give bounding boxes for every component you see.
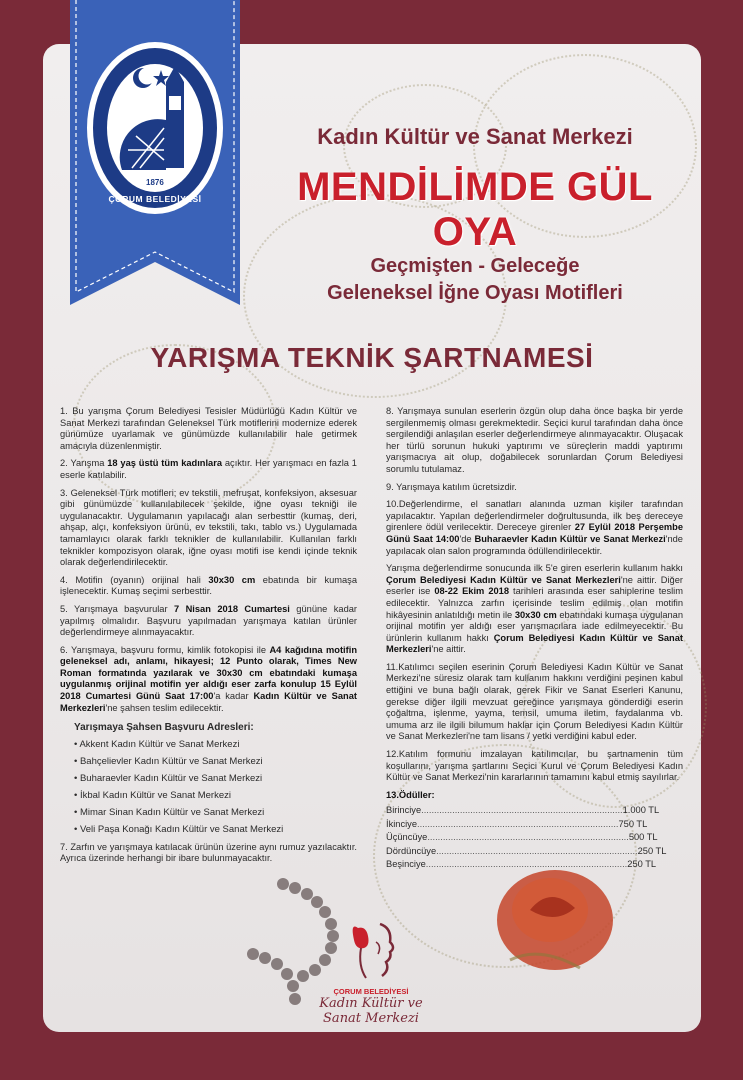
address-item: • Veli Paşa Konağı Kadın Kültür ve Sanat Merkezi (74, 823, 284, 835)
rule-13: 13.Ödüller: (386, 789, 435, 800)
rule-9: 9. Yarışmaya katılım ücretsizdir. (386, 481, 517, 492)
prize-row: Dördüncüye .............................................................................. 250 TL (386, 845, 667, 856)
rule-1: 1. Bu yarışma Çorum Belediyesi Tesisler Müdürlüğü Kadın Kültür ve Sanat Merkezi tarafından Geleneksel Türk motiflerini modernize ederek günümüze uyarlamak ve günümüzde kullanılabilir hale getirmek amacıyla düzenlenmiştir. (60, 406, 357, 451)
rule-10-continued: Yarışma değerlendirme sonucunda ilk 5'e giren eserlerin kullanım hakkı Çorum Belediyesi Kadın Kültür ve Sanat Merkezleri'ne aittir. Diğer eserler ise 08-22 Ekim 2018 tarihleri arasında eser sahiplerine teslim edilecektir. Yalnızca zarfın içerisinde teslim edilmiş olan motifin hikâyesinin anlatıldığı metin ile 30x30 cm ebatındaki kumaşa uygulanan orijinal motifin yer aldığı eser yarışmacılara iade edilmeyecektir. Bu ürünlerin kullanım hakkı Çorum Belediyesi Kadın Kültür ve Sanat Merkezleri'ne aittir. (386, 563, 684, 655)
spec-title: YARIŞMA TEKNİK ŞARTNAMESİ (150, 342, 594, 373)
rule-2: 2. Yarışma 18 yaş üstü tüm kadınlara açıktır. Her yarışmacı en fazla 1 eserle katılabilir. (60, 458, 357, 480)
rules-right-column (386, 406, 683, 871)
rule-8: 8. Yarışmaya sunulan eserlerin özgün olup daha önce başka bir yerde sergilenmemiş olması gerekmektedir. Seçici kurul tarafından daha önce sergilendiği anlaşılan eserler değerlendirmeye alınmayacaktır. Oluşacak her türlü sorunun hukuki yaptırımı ve süreçlerin maddi yaptırımı yarışmacıya ait olup, doğabilecek sorunlardan Çorum Belediyesi sorumlu tutulamaz. (386, 406, 683, 474)
rule-5: 5. Yarışmaya başvurular 7 Nisan 2018 Cumartesi gününe kadar yapılmış olmalıdır. Başvuru yapılmadan yarışmaya katılan ürünler değerlendirmeye alınmayacaktır. (60, 603, 358, 638)
address-item: • Buharaevler Kadın Kültür ve Sanat Merkezi (74, 772, 263, 784)
footer-name-line2: Sanat Merkezi (323, 1011, 419, 1026)
tulip-profile-icon (336, 918, 406, 980)
address-item: • İkbal Kadın Kültür ve Sanat Merkezi (74, 789, 231, 801)
center-name: Kadın Kültür ve Sanat Merkezi (317, 124, 633, 149)
prize-row: Beşinciye .............................................................................. 250 TL (386, 859, 657, 870)
prize-row: İkinciye .............................................................................. 750 TL (386, 818, 648, 829)
logo-year: 1876 (146, 178, 164, 187)
address-item: • Akkent Kadın Kültür ve Sanat Merkezi (74, 738, 240, 750)
address-item: • Mimar Sinan Kadın Kültür ve Sanat Merkezi (74, 806, 265, 818)
addresses-heading: Yarışmaya Şahsen Başvuru Adresleri: (74, 722, 254, 734)
footer-name-line1: Kadın Kültür ve (319, 996, 423, 1011)
rule-3: 3. Geleneksel Türk motifleri; ev tekstili, mefruşat, konfeksiyon, aksesuar gibi günümüzde kullanılabilecek şekilde, iğne oyası tekniği ile uygulanacaktır. Uygulamanın yapılacağı alan serbesttir (kumaş, deri, ahşap, alçı, konfeksiyon ürünü, ev tekstili, takı, tablo vs.) Uygulamada tamamlayıcı olarak farklı teknikler de kullanılabilir. Kullanılan farklı teknikler kompozisyon olarak, iğne oyası motifi ise kendi içinde teknik olarak değerlendirilecektir. (60, 487, 357, 568)
rule-6: 6. Yarışmaya, başvuru formu, kimlik fotokopisi ile A4 kağıdına motifin geleneksel adı, anlamı, hikayesi; 12 Punto olarak, Times New Roman formatında yazılarak ve 30x30 cm ebatındaki kumaşa uygulanmış orijinal motifin yer aldığı eser zarfa konulup 15 Eylül 2018 Cumartesi Günü Saat 17:00'a kadar Kadın Kültür ve Sanat Merkezleri'ne şahsen teslim edilecektir. (60, 644, 357, 713)
rule-4: 4. Motifin (oyanın) orijinal hali 30x30 cm ebatında bir kumaşa işlenecektir. Kumaş seçimi serbesttir. (60, 574, 358, 597)
subtitle-line2: Geleneksel İğne Oyası Motifleri (327, 282, 623, 304)
logo-org-name: ÇORUM BELEDİYESİ (108, 194, 202, 204)
rose-decoration (470, 850, 640, 1000)
footer-org: ÇORUM BELEDİYESİ (333, 987, 409, 996)
footer-logo (296, 918, 446, 1026)
rule-10: 10.Değerlendirme, el sanatları alanında uzman kişiler tarafından yapılacaktır. Yapılan değerlendirmeler doğrultusunda, ilk beş dereceye girenlere ödül verilecektir. Dereceye girenler 27 Eylül 2018 Perşembe Günü Saat 14:00'de Buharaevler Kadın Kültür ve Sanat Merkezi'nde yapılacak olan salon programında ödüllendirilecektir. (386, 499, 684, 556)
rule-11: 11.Katılımcı seçilen eserinin Çorum Belediyesi Kadın Kültür ve Sanat Merkezi'ne süresiz olarak tam kullanım hakkını verdiğini peşinen kabul ettiğini ve buna bağlı olarak, gerek Fikir ve Sanat Eserleri Kanunu, gerekse diğer ilgili mevzuat gereğince yarışmaya gönderdiği eserin çoğaltma, işlenme, yayma, temsil, umuma iletim, faydalanma vb. umuma arz ile ilgili bilumum haklar için Çorum Belediyesi Kadın Kültür ve Sanat Merkezleri'ne tam lisans / yetki verdiğini kabul eder. (386, 661, 683, 742)
rules-left-column (60, 406, 357, 871)
subtitle-line1: Geçmişten - Geleceğe (370, 255, 580, 277)
address-item: • Bahçelievler Kadın Kültür ve Sanat Merkezi (74, 755, 263, 767)
rule-7: 7. Zarfın ve yarışmaya katılacak ürünün üzerine aynı rumuz yazılacaktır. Ayrıca üzerinde herhangi bir ibare bulunmayacaktır. (60, 841, 357, 864)
prize-row: Birinciye .............................................................................. 1.000 TL (386, 805, 660, 816)
logo-ribbon (70, 0, 240, 305)
prize-row: Üçüncüye .............................................................................. 500 TL (386, 832, 658, 843)
event-title: MENDİLİMDE GÜL OYA (297, 165, 653, 254)
rule-12: 12.Katılım formunu imzalayan katılımcılar, bu şartnamenin tüm koşullarını, yarışma şartlarını Seçici Kurul ve Çorum Belediyesi Kadın Kültür ve Sanat Merkezi'nin kararlarının tamamını kabul etmiş sayılırlar. (386, 749, 683, 783)
